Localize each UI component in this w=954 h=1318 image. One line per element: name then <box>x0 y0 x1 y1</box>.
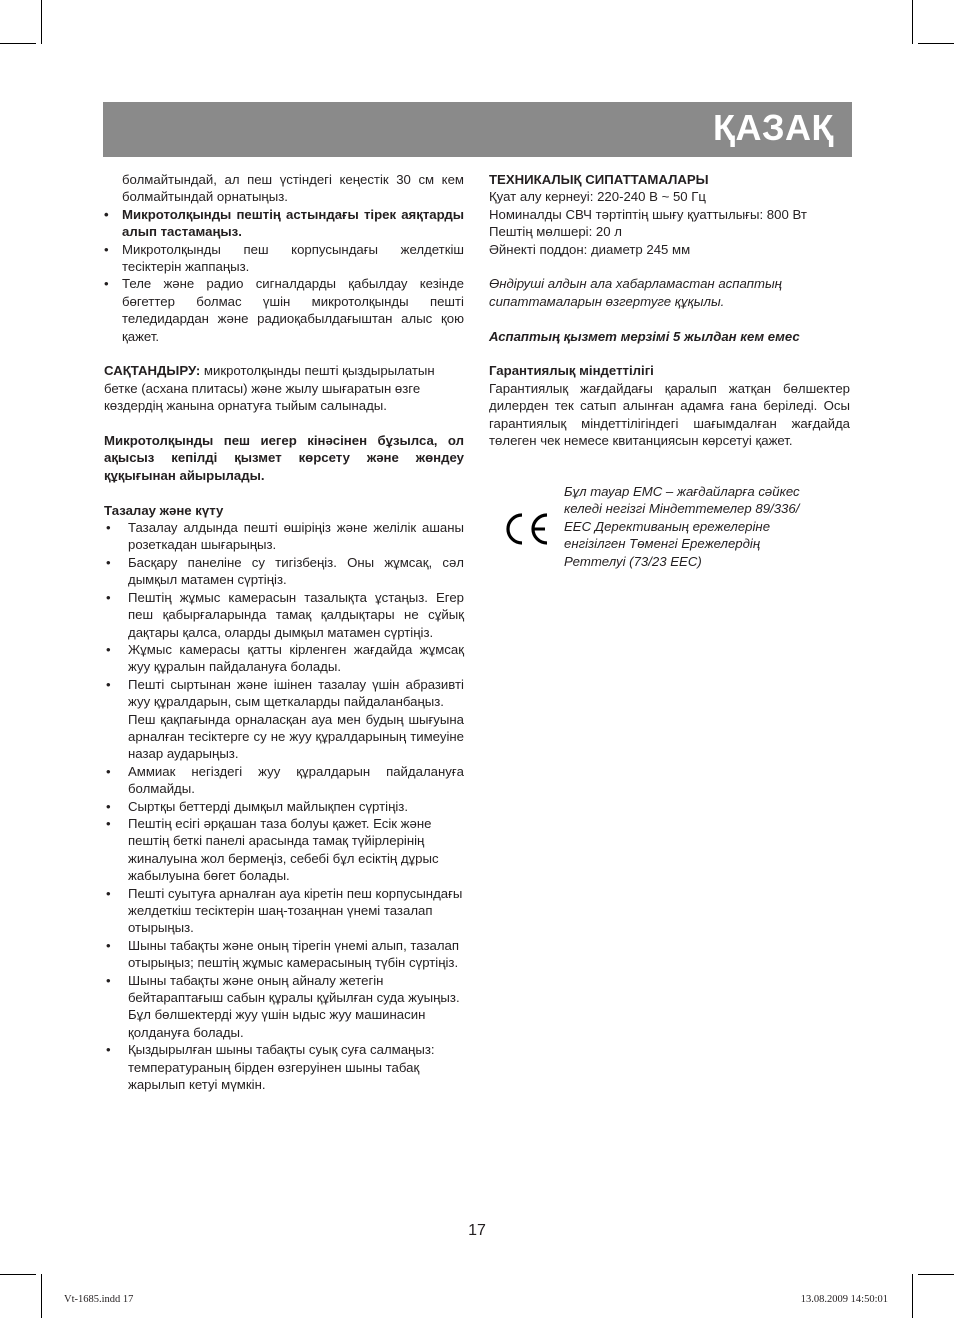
spec-line: Пештің мөлшері: 20 л <box>489 224 622 240</box>
list-item: • Пешті суытуға арналған ауа кіретін пеш корпусындағы желдеткіш тесіктерін шаң-тозаңнан үнемі тазалап отырыңыз. <box>104 885 464 937</box>
cleaning-list <box>104 519 464 1093</box>
warranty-text: Гарантиялық жағдайдағы қаралып жатқан бөлшектер дилерден тек сатып алынған адамға ғана беріледі. Осы гарантиялық міндеттілігіндегі шағымдалған жағдайда төлеген чек немесе квитанциясын көрсетуі қажет. <box>489 380 850 449</box>
list-item <box>104 676 464 763</box>
list-item: • Пештің есігі әрқашан таза болуы қажет. Есік және пештің беткі панелі арасында тамақ түйірлерінің жиналуына жол бермеңіз, себебі бұл есіктің дұрыс жабылуына бөгет болады. <box>104 815 464 885</box>
intro-text: болмайтындай, ал пеш үстіндегі кеңестік 30 см кем болмайтындай орнатыңыз. <box>122 172 464 205</box>
right-column <box>489 171 850 449</box>
list-item-text: Пешті сыртынан және ішінен тазалау үшін абразивті жуу құралдарын, сым щеткаларды пайдаланбаңыз. <box>128 676 464 710</box>
ce-line: Реттелуі (73/23 ЕЕС) <box>564 553 702 569</box>
list-item: • Микротолқынды пештің астындағы тірек аяқтарды алып тастамаңыз. <box>104 206 464 241</box>
list-item: • Микротолқынды пеш корпусындағы желдеткіш тесіктерін жаппаңыз. <box>104 241 464 276</box>
language-title: ҚАЗАҚ <box>713 107 834 148</box>
list-item-extra: Пеш қақпағында орналасқан ауа мен будың шығуына арналған тесіктерге су не жуу құралдарының тимеуіне назар аударыңыз. <box>128 711 464 762</box>
crop-mark <box>0 1274 36 1275</box>
list-item: • Басқару панеліне су тигізбеңіз. Оны жұмсақ, сәл дымқыл матамен сүртіңіз. <box>104 554 464 589</box>
crop-mark <box>912 0 913 44</box>
list-item: • Қыздырылған шыны табақты суық суға салмаңыз: температураның бірден өзгеруінен шыны табақ жарылып кетуі мүмкін. <box>104 1041 464 1093</box>
list-item: • Шыны табақты және оның айналу жетегін бейтараптағыш сабын құралы құйылған суда жуыңыз. Бұл бөлшектерді жуу үшін ыдыс жуу машинасин қолдануға болады. <box>104 972 464 1042</box>
warning-text: микротолқынды пешті қыздырылатын бетке (асхана плитасы) және жылу шығаратын өзге көздердің жанына орнатуға тыйым салынады. <box>104 363 435 414</box>
warranty-loss-notice: Микротолқынды пеш иегер кінәсінен бұзылса, ол ақысыз кепілді қызмет көрсету және жөндеу құқығынан айырылады. <box>104 433 464 483</box>
crop-mark <box>41 1274 42 1318</box>
manufacturer-note: Өндіруші алдын ала хабарламастан аспаптың сипаттамаларын өзгертуге құқылы. <box>489 276 782 309</box>
crop-mark <box>912 1274 913 1318</box>
spec-line: Қуат алу кернеуі: 220-240 В ~ 50 Гц <box>489 189 706 205</box>
list-item: • Сыртқы беттерді дымқыл майлықпен сүртіңіз. <box>104 798 464 815</box>
list-item: • Жұмыс камерасы қатты кірленген жағдайда жұмсақ жуу құралын пайдалануға болады. <box>104 641 464 676</box>
date-slug: 13.08.2009 14:50:01 <box>800 1294 888 1305</box>
cleaning-heading: Тазалау және күту <box>104 502 224 518</box>
ce-line: Бұл тауар ЕМС – жағдайларға сәйкес <box>564 484 800 499</box>
list-item: • Шыны табақты және оның тірегін үнемі алып, тазалап отырыңыз; пештің жұмыс камерасының түбін сүртіңіз. <box>104 937 464 972</box>
list-item: • Аммиак негіздегі жуу құралдарын пайдалануға болмайды. <box>104 763 464 798</box>
list-item: • Тазалау алдында пешті өшіріңіз және желілік ашаны розеткадан шығарыңыз. <box>104 519 464 554</box>
spec-line: Әйнекті поддон: диаметр 245 мм <box>489 241 691 257</box>
ce-mark-icon <box>503 512 549 546</box>
language-header-bar <box>103 102 852 157</box>
specs-heading: ТЕХНИКАЛЫҚ СИПАТТАМАЛАРЫ <box>489 172 709 187</box>
page-number: 17 <box>468 1222 486 1239</box>
ce-line: енгізілген Төменгі Ережелердің <box>564 536 761 552</box>
crop-mark <box>0 43 36 44</box>
warning-label: САҚТАНДЫРУ: <box>104 363 201 379</box>
crop-mark <box>918 43 954 44</box>
warning-paragraph <box>104 362 464 414</box>
crop-mark <box>918 1274 954 1275</box>
spec-line: Номиналды СВЧ тәртіптің шығу қуаттылығы: 800 Вт <box>489 206 807 222</box>
crop-mark <box>41 0 42 44</box>
file-slug: Vt-1685.indd 17 <box>64 1294 134 1305</box>
ce-compliance-text <box>564 483 834 570</box>
list-item: • Пештің жұмыс камерасын тазалықта ұстаңыз. Егер пеш қабырғаларында тамақ қалдықтары не сұйық дақтары қалса, оларды дымқыл матамен сүртіңіз. <box>104 589 464 641</box>
ce-line: келеді негізгі Міндеттемелер 89/336/ <box>564 501 800 517</box>
list-item: • Теле және радио сигналдарды қабылдау кезінде бөгеттер болмас үшін микротолқынды пешті теледидардан және радиоқабылдағыштан алыс қою қажет. <box>104 275 464 345</box>
warranty-heading: Гарантиялық міндеттілігі <box>489 363 654 379</box>
service-life: Аспаптың қызмет мерзімі 5 жылдан кем емес <box>489 328 800 344</box>
left-column <box>104 171 464 1093</box>
ce-line: ЕЕС Дерективаның ережелеріне <box>564 518 771 534</box>
install-bullets <box>104 206 464 345</box>
